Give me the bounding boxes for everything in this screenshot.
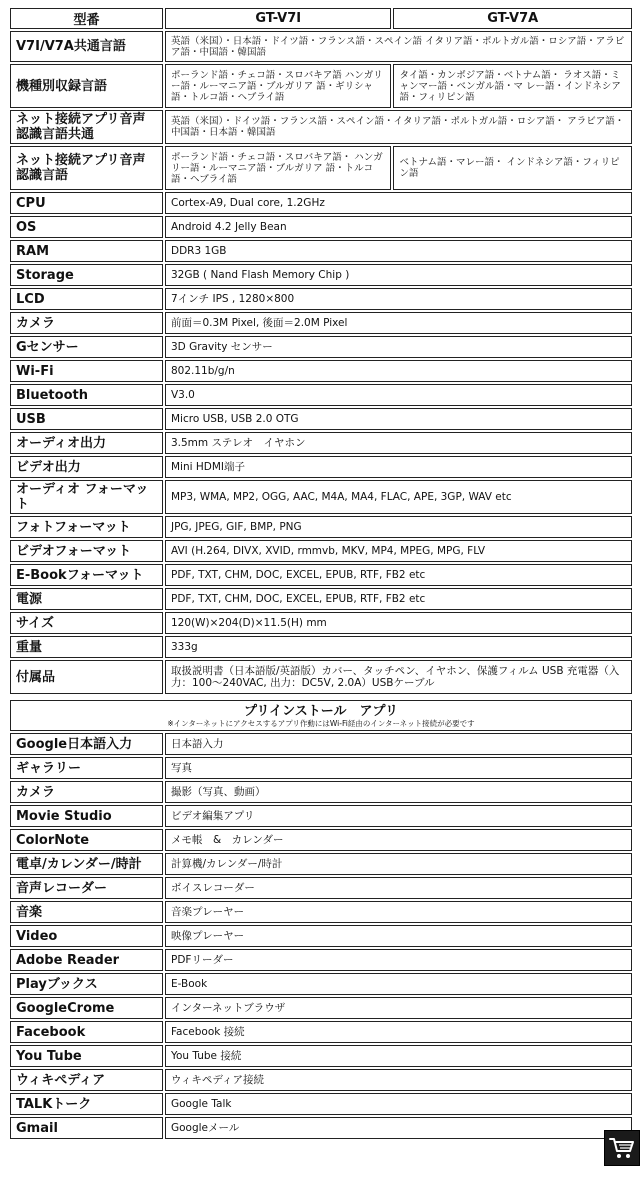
row-label: ウィキペディア: [10, 1069, 163, 1091]
row-label: 付属品: [10, 660, 163, 694]
row-label: Bluetooth: [10, 384, 163, 406]
spec-table: [8, 6, 634, 1141]
app-row: [10, 1117, 632, 1139]
row-label: 音楽: [10, 901, 163, 923]
shopping-cart-icon: [609, 1136, 635, 1160]
row-label: 重量: [10, 636, 163, 658]
header-model-v7a: GT-V7A: [393, 8, 632, 29]
row-value: ビデオ編集アプリ: [165, 805, 632, 827]
spec-row: [10, 360, 632, 382]
row-value: ボイスレコーダー: [165, 877, 632, 899]
row-label: E-Bookフォーマット: [10, 564, 163, 586]
row-value: Google Talk: [165, 1093, 632, 1115]
row-value: PDFリーダー: [165, 949, 632, 971]
spec-row: [10, 480, 632, 514]
apps-section-title: プリインストール アプリ: [244, 704, 398, 719]
lang-common-row: [10, 31, 632, 62]
header-model-v7i: GT-V7I: [165, 8, 391, 29]
row-value: JPG, JPEG, GIF, BMP, PNG: [165, 516, 632, 538]
row-label: 電源: [10, 588, 163, 610]
app-row: [10, 829, 632, 851]
spec-row: [10, 408, 632, 430]
row-label: RAM: [10, 240, 163, 262]
row-value-v7a: タイ語・カンボジア語・ベトナム語・ ラオス語・ミャンマー語・ベンガル語・マ レー語・インドネシア語・フィリピン語: [393, 64, 632, 108]
row-value: DDR3 1GB: [165, 240, 632, 262]
voice-model-row: [10, 146, 632, 190]
app-row: [10, 877, 632, 899]
row-label: オーディオ フォーマット: [10, 480, 163, 514]
voice-common-row: [10, 110, 632, 144]
row-label: ビデオフォーマット: [10, 540, 163, 562]
spec-row: [10, 312, 632, 334]
spec-row: [10, 288, 632, 310]
row-value: 撮影（写真、動画）: [165, 781, 632, 803]
spec-row: [10, 612, 632, 634]
spec-row: [10, 456, 632, 478]
app-row: [10, 925, 632, 947]
app-row: [10, 805, 632, 827]
spec-row: [10, 384, 632, 406]
row-label: TALKトーク: [10, 1093, 163, 1115]
row-value: 前面＝0.3M Pixel, 後面＝2.0M Pixel: [165, 312, 632, 334]
row-value: AVI (H.264, DIVX, XVID, rmmvb, MKV, MP4, MPEG, MPG, FLV: [165, 540, 632, 562]
app-rows: [10, 733, 632, 1139]
app-row: [10, 901, 632, 923]
row-value: 写真: [165, 757, 632, 779]
row-value: 7インチ IPS , 1280×800: [165, 288, 632, 310]
spec-row: [10, 660, 632, 694]
app-row: [10, 733, 632, 755]
header-label: 型番: [10, 8, 163, 29]
app-row: [10, 997, 632, 1019]
row-label: オーディオ出力: [10, 432, 163, 454]
app-row: [10, 757, 632, 779]
row-value: 音楽プレーヤー: [165, 901, 632, 923]
spec-row: [10, 216, 632, 238]
app-row: [10, 973, 632, 995]
app-row: [10, 1045, 632, 1067]
row-value: 3.5mm ステレオ イヤホン: [165, 432, 632, 454]
spec-row: [10, 540, 632, 562]
row-value: 333g: [165, 636, 632, 658]
row-value: 3D Gravity センサー: [165, 336, 632, 358]
spec-row: [10, 336, 632, 358]
row-label: GoogleCrome: [10, 997, 163, 1019]
row-value: PDF, TXT, CHM, DOC, EXCEL, EPUB, RTF, FB2 etc: [165, 564, 632, 586]
row-value: 英語（米国）・ドイツ語・フランス語・スペイン語・イタリア語・ポルトガル語・ロシア語・ アラビア語・中国語・日本語・韓国語: [165, 110, 632, 144]
row-value: Android 4.2 Jelly Bean: [165, 216, 632, 238]
row-label: Google日本語入力: [10, 733, 163, 755]
row-label: ネット接続アプリ音声 認識言語共通: [10, 110, 163, 144]
row-label: ColorNote: [10, 829, 163, 851]
row-label: You Tube: [10, 1045, 163, 1067]
spec-row: [10, 516, 632, 538]
row-value: 英語（米国）・日本語・ドイツ語・フランス語・スペイン語 イタリア語・ポルトガル語・ロシア語・アラビア語・中国語・韓国語: [165, 31, 632, 62]
row-label: フォトフォーマット: [10, 516, 163, 538]
row-label: Facebook: [10, 1021, 163, 1043]
row-value-v7i: ポーランド語・チェコ語・スロバキア語 ハンガリー語・ルーマニア語・ブルガリア 語・ギリシャ語・トルコ語・ヘブライ語: [165, 64, 391, 108]
row-label: ビデオ出力: [10, 456, 163, 478]
row-value: ウィキペディア接続: [165, 1069, 632, 1091]
row-value: 映像プレーヤー: [165, 925, 632, 947]
row-value: 計算機/カレンダー/時計: [165, 853, 632, 875]
row-value: E-Book: [165, 973, 632, 995]
spec-row: [10, 564, 632, 586]
row-value: 日本語入力: [165, 733, 632, 755]
row-label: Wi-Fi: [10, 360, 163, 382]
spec-row: [10, 264, 632, 286]
row-label: Storage: [10, 264, 163, 286]
spec-row: [10, 432, 632, 454]
row-label: ネット接続アプリ音声 認識言語: [10, 146, 163, 190]
app-row: [10, 949, 632, 971]
row-label: カメラ: [10, 312, 163, 334]
app-row: [10, 781, 632, 803]
row-label: Gmail: [10, 1117, 163, 1139]
row-label: 機種別収録言語: [10, 64, 163, 108]
row-value: Googleメール: [165, 1117, 632, 1139]
row-value: Mini HDMI端子: [165, 456, 632, 478]
row-value: 32GB ( Nand Flash Memory Chip ): [165, 264, 632, 286]
row-value: 802.11b/g/n: [165, 360, 632, 382]
row-value: インターネットブラウザ: [165, 997, 632, 1019]
spec-row: [10, 636, 632, 658]
lang-model-row: [10, 64, 632, 108]
row-value: V3.0: [165, 384, 632, 406]
row-label: 電卓/カレンダー/時計: [10, 853, 163, 875]
row-value: 取扱説明書（日本語版/英語版）カバー、タッチペン、イヤホン、保護フィルム USB 充電器（入力：100～240VAC, 出力：DC5V, 2.0A）USBケーブル: [165, 660, 632, 694]
spec-rows: [10, 192, 632, 694]
row-label: CPU: [10, 192, 163, 214]
row-label: USB: [10, 408, 163, 430]
row-label: V7I/V7A共通言語: [10, 31, 163, 62]
row-label: 音声レコーダー: [10, 877, 163, 899]
spec-row: [10, 192, 632, 214]
row-value: MP3, WMA, MP2, OGG, AAC, M4A, MA4, FLAC, APE, 3GP, WAV etc: [165, 480, 632, 514]
row-label: Video: [10, 925, 163, 947]
row-label: Playブックス: [10, 973, 163, 995]
row-value: Micro USB, USB 2.0 OTG: [165, 408, 632, 430]
row-label: Movie Studio: [10, 805, 163, 827]
row-label: Gセンサー: [10, 336, 163, 358]
apps-section-note: ※インターネットにアクセスするアプリ作動にはWi-Fi経由のインターネット接続が必要です: [167, 719, 475, 728]
row-value-v7i: ポーランド語・チェコ語・スロバキア語・ ハンガリー語・ルーマニア語・ブルガリア 語・トルコ語・ヘブライ語: [165, 146, 391, 190]
row-label: LCD: [10, 288, 163, 310]
row-label: ギャラリー: [10, 757, 163, 779]
header-row: [10, 8, 632, 29]
section-gap: [10, 696, 632, 698]
row-value-v7a: ベトナム語・マレー語・ インドネシア語・フィリピン語: [393, 146, 632, 190]
shopping-cart-button[interactable]: [604, 1130, 640, 1166]
app-row: [10, 1069, 632, 1091]
app-row: [10, 853, 632, 875]
app-row: [10, 1093, 632, 1115]
row-value: 120(W)×204(D)×11.5(H) mm: [165, 612, 632, 634]
row-value: Cortex-A9, Dual core, 1.2GHz: [165, 192, 632, 214]
spec-row: [10, 588, 632, 610]
row-label: サイズ: [10, 612, 163, 634]
apps-section-header: [10, 700, 632, 731]
spec-sheet: [8, 6, 634, 1141]
row-label: OS: [10, 216, 163, 238]
spec-row: [10, 240, 632, 262]
row-label: カメラ: [10, 781, 163, 803]
row-label: Adobe Reader: [10, 949, 163, 971]
row-value: You Tube 接続: [165, 1045, 632, 1067]
row-value: PDF, TXT, CHM, DOC, EXCEL, EPUB, RTF, FB2 etc: [165, 588, 632, 610]
app-row: [10, 1021, 632, 1043]
row-value: メモ帳 & カレンダー: [165, 829, 632, 851]
row-value: Facebook 接続: [165, 1021, 632, 1043]
